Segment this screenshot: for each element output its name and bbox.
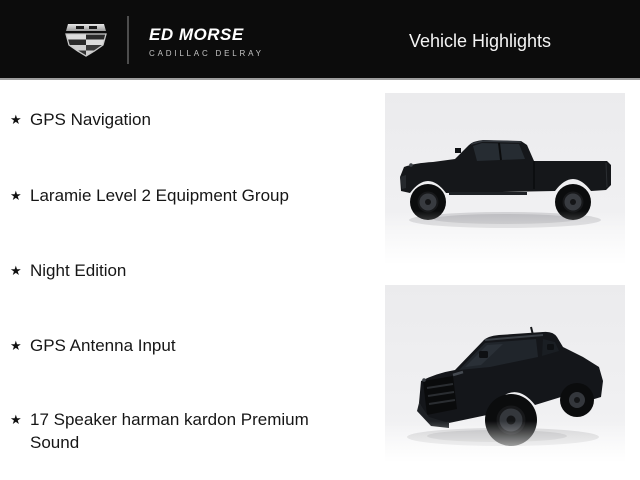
dealer-logo [62, 21, 110, 61]
star-bullet-icon: ★ [10, 338, 22, 353]
dealer-name-block [149, 25, 264, 58]
feature-label: GPS Navigation [30, 110, 151, 129]
rear-wheel [560, 383, 594, 417]
feature-label: Laramie Level 2 Equipment Group [30, 186, 289, 205]
star-bullet-icon: ★ [10, 112, 22, 127]
feature-label: Night Edition [30, 261, 127, 280]
header-bar [0, 0, 640, 80]
list-item [10, 259, 342, 282]
feature-label: 17 Speaker harman kardon Premium Sound [30, 410, 309, 452]
list-item [10, 184, 342, 207]
cadillac-crest-icon [62, 23, 110, 59]
dealer-name: ED MORSE [149, 25, 244, 44]
page-title: Vehicle Highlights [408, 31, 552, 51]
list-item [10, 108, 342, 131]
truck-front-illustration [385, 285, 625, 461]
vehicle-photo-side [385, 93, 625, 263]
star-bullet-icon: ★ [10, 412, 22, 427]
star-bullet-icon: ★ [10, 188, 22, 203]
vehicle-photo-front [385, 285, 625, 461]
logo-divider [127, 16, 129, 64]
list-item [10, 408, 342, 454]
star-bullet-icon: ★ [10, 263, 22, 278]
truck-side-illustration [385, 93, 625, 263]
list-item [10, 334, 342, 357]
dealer-subtitle: CADILLAC DELRAY [149, 49, 264, 58]
feature-label: GPS Antenna Input [30, 336, 176, 355]
